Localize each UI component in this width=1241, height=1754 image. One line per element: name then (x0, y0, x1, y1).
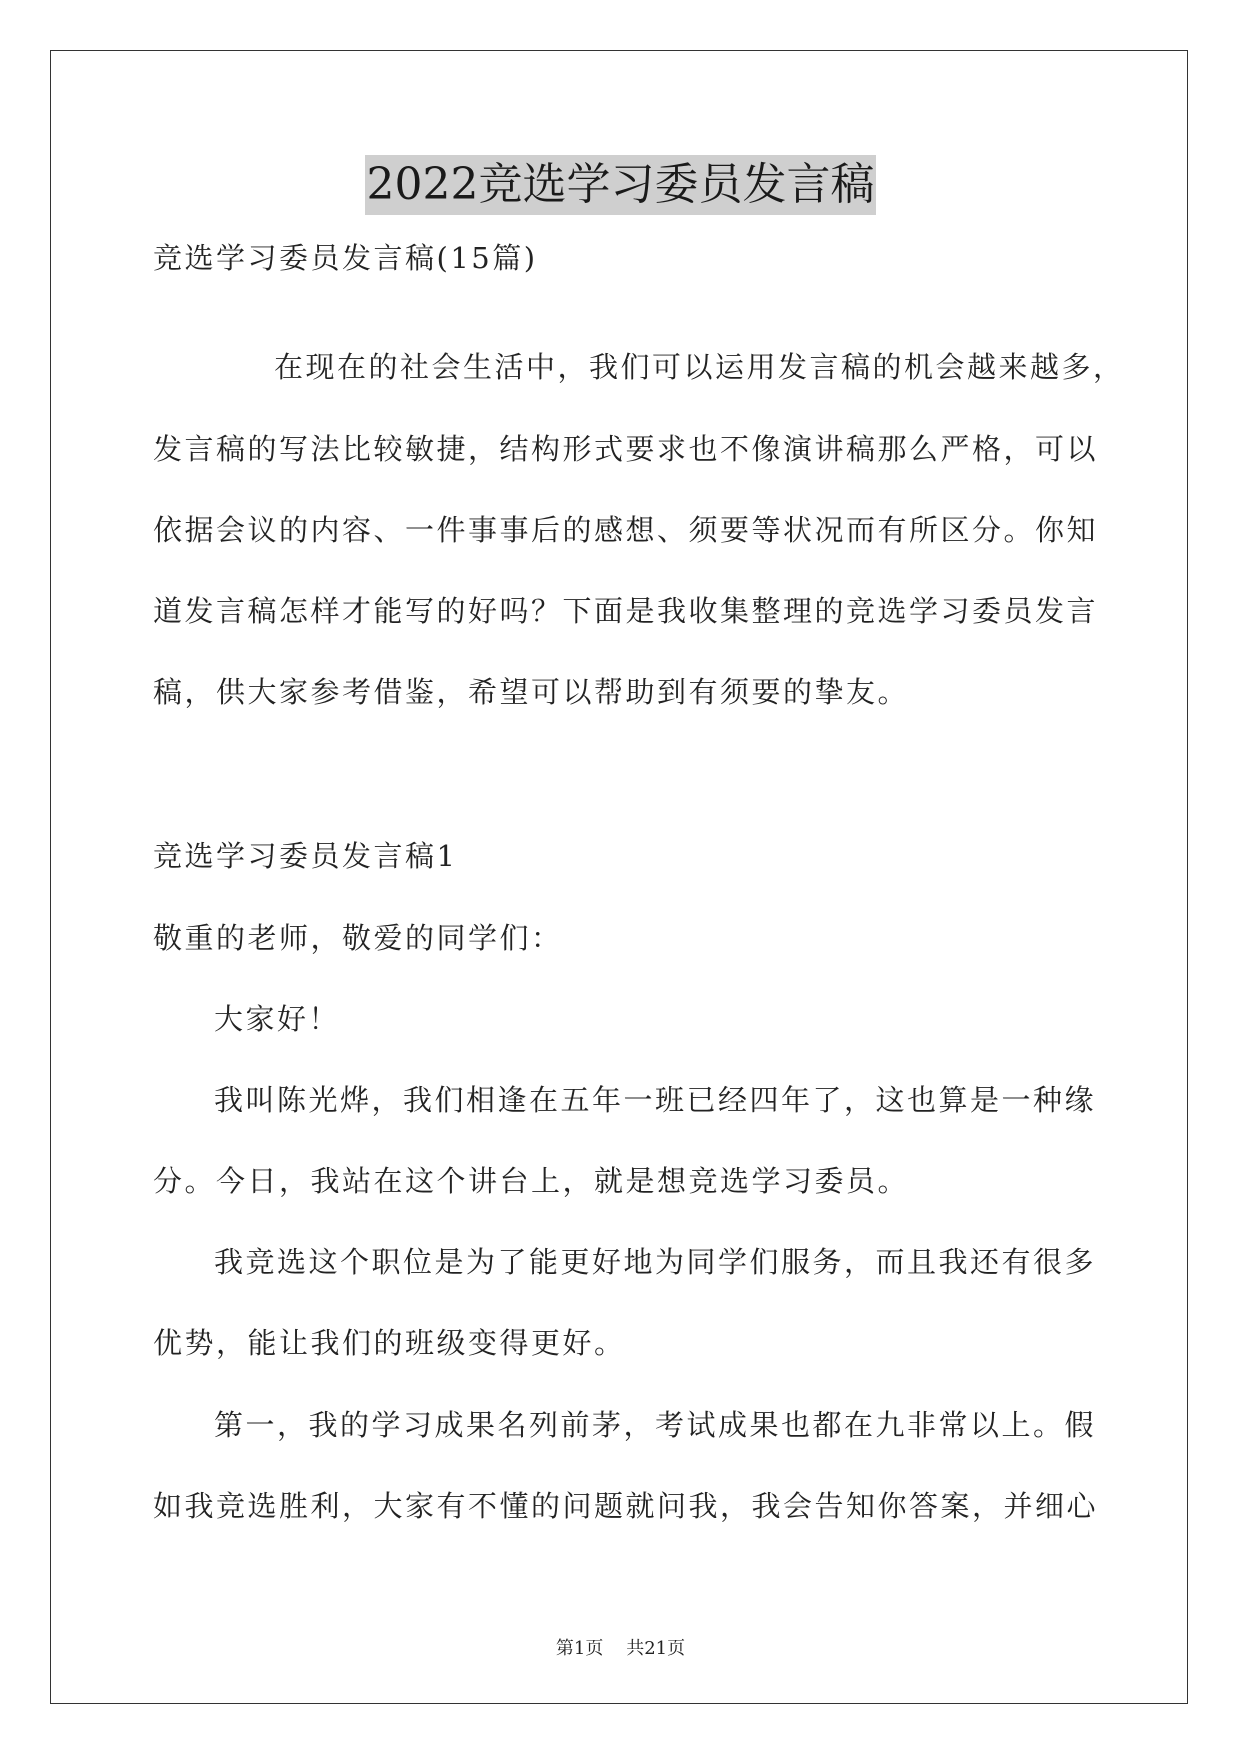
page-total: 共21页 (626, 1638, 686, 1659)
paragraph-line: 发言稿的写法比较敏捷，结构形式要求也不像演讲稿那么严格，可以 (153, 432, 1099, 466)
paragraph-line: 分。今日，我站在这个讲台上，就是想竞选学习委员。 (153, 1164, 910, 1198)
section-heading: 竞选学习委员发言稿1 (153, 839, 458, 873)
greeting-line: 大家好！ (214, 1002, 341, 1036)
paragraph-line: 如我竞选胜利，大家有不懂的问题就问我，我会告知你答案，并细心 (153, 1489, 1099, 1523)
page-footer (0, 1637, 1241, 1661)
subtitle-line: 竞选学习委员发言稿(15篇) (153, 241, 538, 275)
paragraph-line: 优势，能让我们的班级变得更好。 (153, 1326, 626, 1360)
paragraph-line: 道发言稿怎样才能写的好吗？下面是我收集整理的竞选学习委员发言 (153, 594, 1099, 628)
title-wrap (0, 155, 1241, 215)
paragraph-line: 依据会议的内容、一件事事后的感想、须要等状况而有所区分。你知 (153, 513, 1099, 547)
paragraph-line: 我叫陈光烨，我们相逢在五年一班已经四年了，这也算是一种缘 (214, 1083, 1097, 1117)
page-number: 第1页 (555, 1638, 604, 1659)
paragraph-line: 稿，供大家参考借鉴，希望可以帮助到有须要的挚友。 (153, 675, 910, 709)
paragraph-line: 我竞选这个职位是为了能更好地为同学们服务，而且我还有很多 (214, 1245, 1097, 1279)
paragraph-line: 第一，我的学习成果名列前茅，考试成果也都在九非常以上。假 (214, 1408, 1097, 1442)
document-title: 2022竞选学习委员发言稿 (365, 155, 877, 215)
salutation-line: 敬重的老师，敬爱的同学们： (153, 921, 563, 955)
paragraph-line: 在现在的社会生活中，我们可以运用发言稿的机会越来越多， (274, 350, 1125, 384)
page-border (50, 50, 1188, 1704)
